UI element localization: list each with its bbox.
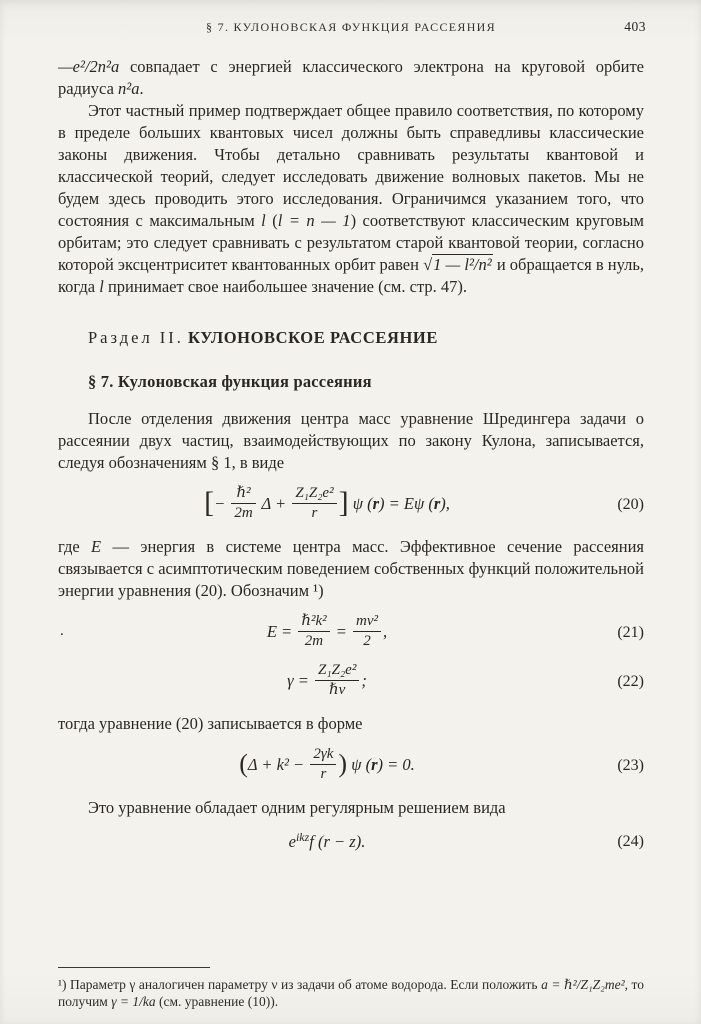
sqrt-body: 1 — l²/n² bbox=[433, 255, 492, 274]
paragraph-3: После отделения движения центра масс уравнение Шредингера задачи о рассеянии двух частиц, взаимодействующих по закону Кулона, записывается, следуя обозначениям § 1, в виде bbox=[58, 409, 644, 472]
right-paren: ) bbox=[338, 749, 348, 778]
math-run: Δ + k² − bbox=[247, 754, 309, 774]
equation-20-body bbox=[58, 487, 596, 523]
numerator: Z₁Z₂e² bbox=[292, 485, 336, 504]
inline-math: a = ℏ²/Z₁Z₂me² bbox=[541, 977, 625, 992]
section-heading bbox=[58, 328, 644, 348]
running-head bbox=[58, 20, 644, 40]
fraction bbox=[310, 746, 336, 782]
equation-21-body bbox=[58, 615, 596, 651]
paragraph-2 bbox=[58, 100, 644, 298]
text-run: и обращается в нуль, когда bbox=[58, 255, 644, 296]
text-run: Этот частный пример подтверждает общее правило соответствия, по которому в пределе больших квантовых чисел должны быть справедливы классические законы движения. Чтобы детально сравнивать результаты квантовой и классической теорий, следует исследовать движение волновых пакетов. Мы не будем здесь проводить этого исследования. Ограничимся указанием того, что состояния с максимальным bbox=[58, 101, 644, 230]
vector-r: r bbox=[433, 493, 441, 513]
math-run: e bbox=[288, 832, 296, 851]
page-body bbox=[58, 56, 644, 852]
running-head-title: § 7. КУЛОНОВСКАЯ ФУНКЦИЯ РАССЕЯНИЯ bbox=[206, 20, 496, 34]
text-run: совпадает с энергией классического электрона на круговой орбите радиуса bbox=[58, 57, 644, 98]
fraction bbox=[231, 485, 255, 521]
inline-math: l bbox=[261, 211, 266, 230]
equation-21 bbox=[58, 615, 644, 651]
inline-math: l = n — 1 bbox=[277, 211, 351, 230]
math-run: ) = Eψ ( bbox=[379, 493, 434, 513]
numerator: ℏ² bbox=[231, 485, 255, 504]
inline-math: γ = 1/ka bbox=[111, 994, 156, 1009]
math-run: ψ ( bbox=[348, 493, 373, 513]
denominator: r bbox=[311, 504, 318, 521]
superscript: ikz bbox=[295, 830, 310, 844]
text-run: . bbox=[139, 79, 144, 98]
denominator: 2m bbox=[234, 504, 253, 521]
equation-22-body bbox=[58, 664, 596, 700]
math-run: = bbox=[331, 621, 352, 641]
right-bracket: ] bbox=[338, 486, 349, 519]
page-number: 403 bbox=[624, 19, 646, 34]
math-run: − bbox=[214, 493, 230, 513]
math-run: Δ + bbox=[257, 493, 291, 513]
math-run: , bbox=[383, 621, 388, 641]
text-run: где bbox=[58, 537, 92, 556]
inline-math: n²a bbox=[118, 79, 140, 98]
denominator: r bbox=[320, 765, 327, 782]
denominator: ℏv bbox=[329, 681, 346, 698]
equation-number: (23) bbox=[617, 757, 644, 774]
footnote-block bbox=[58, 967, 644, 1010]
numerator: 2γk bbox=[310, 746, 336, 765]
text-run: (см. уравнение (10)). bbox=[155, 994, 279, 1009]
footnote-text bbox=[58, 976, 644, 1010]
left-paren: ( bbox=[239, 749, 248, 778]
vector-r: r bbox=[371, 754, 378, 774]
math-run: ; bbox=[361, 670, 367, 690]
fraction bbox=[353, 613, 381, 649]
text-run: — энергия в системе центра масс. Эффективное сечение рассеяния связывается с асимптотическим поведением собственных функций положительной энергии уравнения (20). Обозначим ¹) bbox=[58, 537, 644, 600]
text-run: ( bbox=[265, 211, 278, 230]
math-run: γ = bbox=[287, 670, 314, 690]
paragraph-5: тогда уравнение (20) записывается в форме bbox=[58, 714, 363, 733]
text-run: ) соответствуют классическим круговым орбитам; это следует сравнивать с результатом старой квантовой теории, согласно которой эксцентриситет квантованных орбит равен bbox=[58, 211, 644, 274]
equation-23 bbox=[58, 748, 644, 784]
sqrt-radical-icon: √ bbox=[423, 255, 433, 274]
footnote-rule bbox=[58, 967, 210, 968]
equation-24-body bbox=[58, 832, 596, 852]
fraction bbox=[292, 485, 336, 521]
math-run: ) = 0. bbox=[377, 754, 415, 774]
math-run: f (r − z). bbox=[309, 832, 366, 851]
paragraph-6: Это уравнение обладает одним регулярным решением вида bbox=[88, 798, 506, 817]
paragraph-1 bbox=[58, 56, 644, 100]
text-run: , то получим bbox=[58, 977, 644, 1009]
equation-number: (21) bbox=[617, 624, 644, 641]
section-title: КУЛОНОВСКОЕ РАССЕЯНИЕ bbox=[188, 328, 438, 347]
fraction bbox=[298, 613, 329, 649]
section-label: Раздел II. bbox=[88, 328, 184, 347]
math-run: ), bbox=[440, 493, 450, 513]
equation-20 bbox=[58, 487, 644, 523]
subsection-heading: § 7. Кулоновская функция рассеяния bbox=[88, 372, 372, 391]
math-run: ψ ( bbox=[347, 754, 372, 774]
equation-number: (20) bbox=[617, 496, 644, 513]
numerator: ℏ²k² bbox=[298, 613, 329, 632]
inline-math: E bbox=[91, 537, 102, 556]
fraction bbox=[315, 662, 359, 698]
numerator: Z₁Z₂e² bbox=[315, 662, 359, 681]
scan-artifact-dot: . bbox=[60, 623, 64, 639]
equation-number: (24) bbox=[617, 833, 644, 850]
text-run: ¹) Параметр γ аналогичен параметру ν из задачи об атоме водорода. Если положить bbox=[58, 977, 542, 992]
math-run: E = bbox=[266, 621, 297, 641]
paragraph-4 bbox=[58, 536, 644, 602]
equation-number: (22) bbox=[617, 673, 644, 690]
inline-math: —e²/2n²a bbox=[58, 57, 120, 76]
text-run: принимает свое наибольшее значение (см. стр. 47). bbox=[103, 277, 467, 296]
left-bracket: [ bbox=[204, 486, 215, 519]
vector-r: r bbox=[372, 493, 380, 513]
denominator: 2 bbox=[363, 632, 371, 649]
equation-24 bbox=[58, 832, 644, 852]
denominator: 2m bbox=[304, 632, 324, 649]
numerator: mv² bbox=[353, 613, 381, 632]
equation-22 bbox=[58, 664, 644, 700]
inline-math: l bbox=[99, 277, 104, 296]
equation-23-body bbox=[58, 748, 596, 784]
